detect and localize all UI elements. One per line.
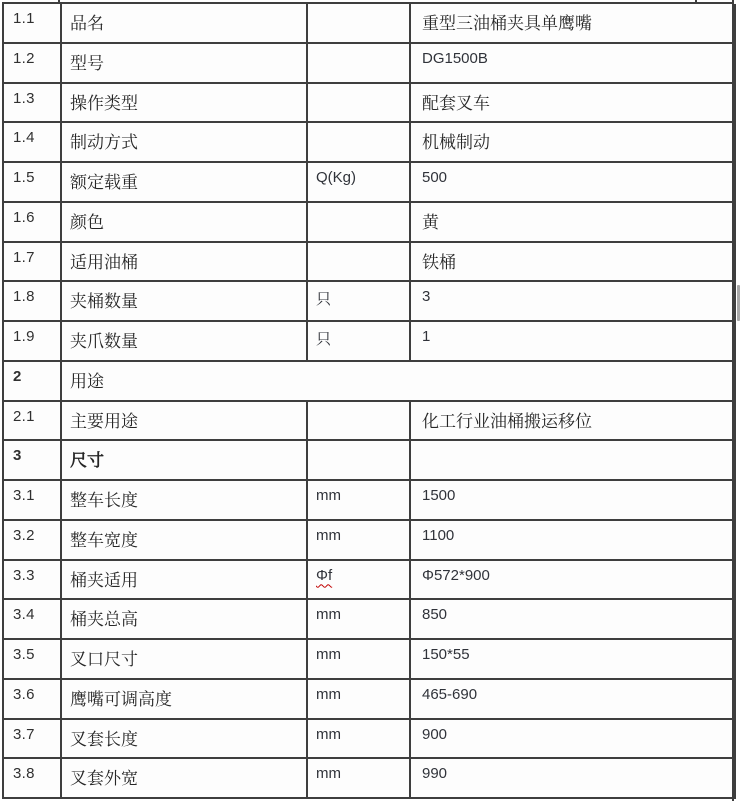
value-cell[interactable]: 990 (411, 759, 736, 799)
value-cell[interactable]: 1100 (411, 521, 736, 561)
value-cell[interactable]: 1500 (411, 481, 736, 521)
unit-cell[interactable] (308, 759, 411, 799)
row-number-cell[interactable]: 1.4 (4, 123, 62, 163)
value-cell[interactable]: Φ572*900 (411, 561, 736, 601)
gridline-tick-top-right (695, 0, 697, 4)
unit-text: 只 (316, 291, 332, 309)
section-title-cell[interactable]: 用途 (62, 362, 736, 402)
value-cell[interactable]: 500 (411, 163, 736, 203)
unit-text-spellchecked: Φf (316, 566, 333, 584)
unit-cell[interactable] (308, 600, 411, 640)
value-cell[interactable]: 重型三油桶夹具单鹰嘴 (411, 4, 736, 44)
spec-name-cell[interactable]: 主要用途 (62, 402, 308, 442)
value-cell[interactable]: 铁桶 (411, 243, 736, 283)
value-cell[interactable]: 150*55 (411, 640, 736, 680)
unit-cell[interactable] (308, 123, 411, 163)
row-number-cell[interactable]: 3.1 (4, 481, 62, 521)
unit-text: mm (316, 646, 341, 663)
spec-name-cell[interactable]: 桶夹适用 (62, 561, 308, 601)
value-cell[interactable]: 465-690 (411, 680, 736, 720)
spec-name-cell[interactable]: 桶夹总高 (62, 600, 308, 640)
spec-name-cell[interactable]: 额定载重 (62, 163, 308, 203)
unit-text: Q(Kg) (316, 169, 357, 186)
unit-cell[interactable] (308, 243, 411, 283)
row-number-cell[interactable]: 1.9 (4, 322, 62, 362)
gridline-tick-top-left (58, 0, 60, 4)
value-cell[interactable]: 机械制动 (411, 123, 736, 163)
unit-cell[interactable] (308, 163, 411, 203)
value-cell[interactable]: DG1500B (411, 44, 736, 84)
unit-cell[interactable] (308, 481, 411, 521)
unit-text: mm (316, 487, 341, 504)
unit-cell[interactable] (308, 44, 411, 84)
row-number-cell[interactable]: 1.6 (4, 203, 62, 243)
value-cell[interactable]: 化工行业油桶搬运移位 (411, 402, 736, 442)
spec-name-cell[interactable]: 品名 (62, 4, 308, 44)
unit-cell[interactable] (308, 4, 411, 44)
value-cell[interactable]: 1 (411, 322, 736, 362)
spec-name-cell[interactable]: 整车宽度 (62, 521, 308, 561)
spec-name-cell[interactable]: 整车长度 (62, 481, 308, 521)
unit-text: mm (316, 526, 341, 544)
row-number-cell[interactable]: 1.7 (4, 243, 62, 283)
spec-name-cell[interactable]: 鹰嘴可调高度 (62, 680, 308, 720)
value-cell[interactable]: 黄 (411, 203, 736, 243)
spec-name-cell[interactable]: 夹桶数量 (62, 282, 308, 322)
unit-cell[interactable] (308, 441, 411, 481)
unit-cell[interactable] (308, 640, 411, 680)
spec-name-cell[interactable]: 型号 (62, 44, 308, 84)
row-number-cell[interactable]: 3.6 (4, 680, 62, 720)
row-number-cell[interactable]: 2 (4, 362, 62, 402)
value-cell[interactable]: 3 (411, 282, 736, 322)
row-number-cell[interactable]: 1.5 (4, 163, 62, 203)
spec-name-cell[interactable]: 颜色 (62, 203, 308, 243)
row-number-cell[interactable]: 1.8 (4, 282, 62, 322)
unit-cell[interactable] (308, 680, 411, 720)
unit-cell[interactable] (308, 282, 411, 322)
value-cell[interactable]: 配套叉车 (411, 84, 736, 124)
value-cell[interactable]: 850 (411, 600, 736, 640)
unit-cell[interactable] (308, 84, 411, 124)
value-cell[interactable]: 900 (411, 720, 736, 760)
unit-cell[interactable] (308, 561, 411, 601)
row-number-cell[interactable]: 3.8 (4, 759, 62, 799)
spec-name-cell[interactable]: 叉套外宽 (62, 759, 308, 799)
spec-name-cell[interactable]: 夹爪数量 (62, 322, 308, 362)
row-number-cell[interactable]: 3.2 (4, 521, 62, 561)
spec-name-cell[interactable]: 适用油桶 (62, 243, 308, 283)
unit-cell[interactable] (308, 521, 411, 561)
unit-cell[interactable] (308, 322, 411, 362)
unit-text: mm (316, 606, 341, 624)
row-number-cell[interactable]: 3.7 (4, 720, 62, 760)
row-number-cell[interactable]: 3 (4, 441, 62, 481)
spec-table (2, 2, 734, 799)
spec-name-cell[interactable]: 尺寸 (62, 441, 308, 481)
row-number-cell[interactable]: 2.1 (4, 402, 62, 442)
row-number-cell[interactable]: 1.2 (4, 44, 62, 84)
row-number-cell[interactable]: 3.5 (4, 640, 62, 680)
value-cell[interactable] (411, 441, 736, 481)
spec-name-cell[interactable]: 叉套长度 (62, 720, 308, 760)
unit-cell[interactable] (308, 402, 411, 442)
row-number-cell[interactable]: 1.3 (4, 84, 62, 124)
unit-cell[interactable] (308, 203, 411, 243)
row-number-cell[interactable]: 3.3 (4, 561, 62, 601)
table-right-border (732, 0, 734, 801)
unit-cell[interactable] (308, 720, 411, 760)
spec-name-cell[interactable]: 叉口尺寸 (62, 640, 308, 680)
unit-text: 只 (316, 331, 332, 348)
row-number-cell[interactable]: 3.4 (4, 600, 62, 640)
unit-text: mm (316, 725, 341, 743)
row-number-cell[interactable]: 1.1 (4, 4, 62, 44)
unit-text: mm (316, 685, 341, 703)
spec-name-cell[interactable]: 操作类型 (62, 84, 308, 124)
spec-name-cell[interactable]: 制动方式 (62, 123, 308, 163)
unit-text: mm (316, 765, 341, 783)
